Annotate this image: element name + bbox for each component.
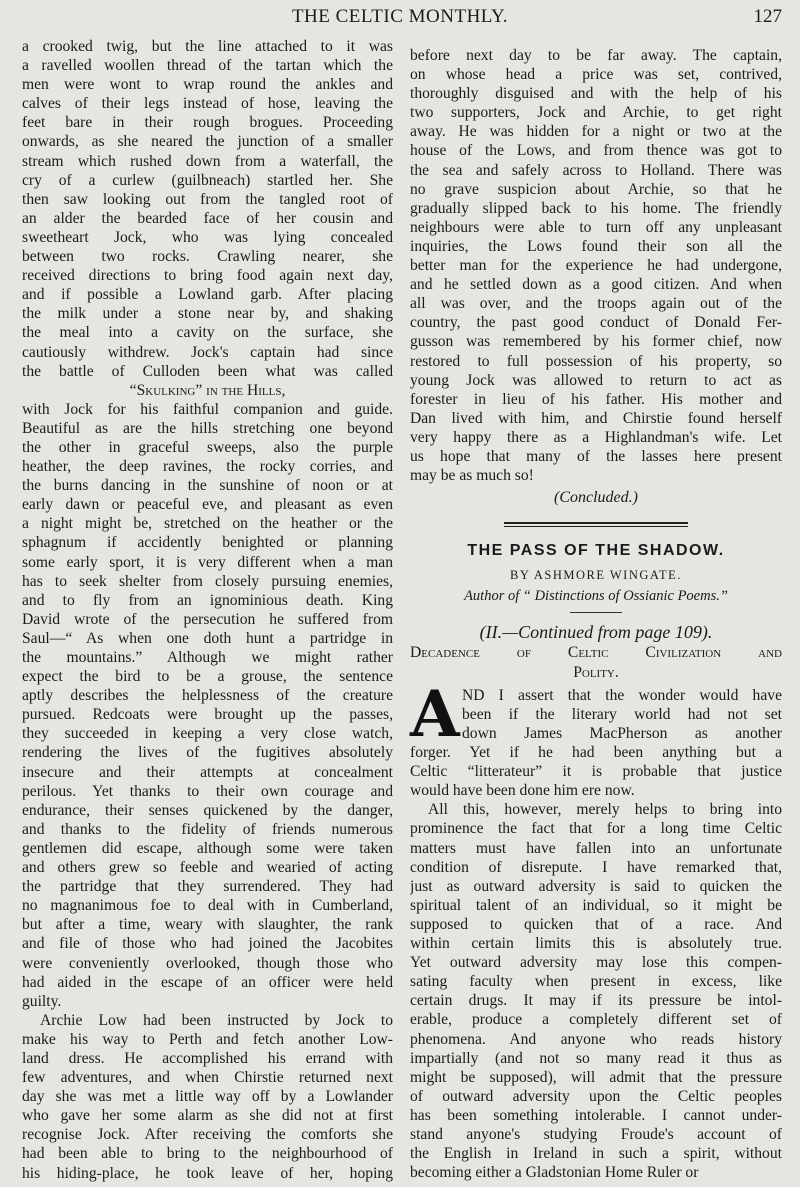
paragraph	[410, 676, 782, 801]
text-line: ND I assert that the wonder would have	[462, 686, 782, 704]
text-line: some early sport, it is very different when a man	[22, 553, 393, 571]
text-line: an alder the bearded face of her cousin and	[22, 209, 393, 227]
text-line: gusson was remembered by his former chief, now	[410, 333, 782, 351]
text-line: on whose head a price was set, contrived,	[410, 66, 782, 84]
text-line: the milk under a stone near by, and shaking	[22, 305, 393, 323]
section-heading: Decadence of Celtic Civilization and	[410, 643, 782, 661]
text-line: down James MacPherson as another	[462, 725, 782, 742]
text-line: Saul—“ As when one doth hunt a partridge in	[22, 629, 393, 647]
text-line: David wrote of the persecution he suffered from	[22, 610, 393, 628]
text-line: cry of a curlew (guilbneach) startled her. She	[22, 171, 393, 189]
text-line: supposed to quicken that of a race. And	[410, 915, 782, 933]
text-line: insecure and their attempts at concealment	[22, 763, 393, 781]
text-line: been if the literary world had not set	[462, 705, 782, 723]
text-line: neighbours were able to turn off any unpleasant	[410, 218, 782, 236]
text-line: gradually slipped back to his home. The friendly	[410, 199, 782, 217]
text-line: erable, produce a completely different set of	[410, 1011, 782, 1029]
text-line: sating faculty when present in excess, like	[410, 973, 782, 991]
text-line: phenomena. And anyone who reads history	[410, 1030, 782, 1048]
double-rule-divider	[504, 522, 688, 527]
text-line: who gave her some alarm as she did not at first	[22, 1107, 393, 1125]
drop-cap-letter: A	[410, 676, 460, 752]
text-line: Yet outward adversity may lose this compen-	[410, 954, 782, 972]
text-line: few adventures, and when Chirstie returned next	[22, 1069, 393, 1087]
text-line: stream which rushed down from a waterfall, the	[22, 152, 393, 170]
text-line: thoroughly disguised and with the help of his	[410, 85, 782, 103]
text-line: restored to full possession of his property, so	[410, 352, 782, 370]
text-line: rendering the lives of the fugitives absolutely	[22, 744, 393, 762]
text-line: a ravelled woollen thread of the tartan which the	[22, 57, 393, 75]
text-line: within certain limits this is absolutely true.	[410, 935, 782, 953]
text-line: Archie Low had been instructed by Jock to	[40, 1011, 393, 1029]
running-header	[0, 6, 800, 30]
text-line: the sea and safely across to Holland. There was	[410, 161, 782, 179]
text-line: endurance, their senses quickened by the danger,	[22, 801, 393, 819]
text-line: then saw looking out from the tangled root of	[22, 190, 393, 208]
text-line: onwards, as she neared the junction of a smaller	[22, 133, 393, 151]
text-line: forger. Yet if he had been anything but a	[410, 744, 782, 762]
text-line: two supporters, Jock and Archie, to get right	[410, 104, 782, 122]
text-line: may be as much so!	[410, 467, 534, 485]
text-line: guilty.	[22, 992, 62, 1010]
text-line: has been something intolerable. I cannot under-	[410, 1106, 782, 1124]
text-line: of outward adversity upon the Celtic peoples	[410, 1087, 782, 1105]
right-column	[410, 46, 782, 1182]
text-line: a crooked twig, but the line attached to it was	[22, 38, 393, 55]
text-line: the battle of Culloden been what was called	[22, 362, 393, 380]
left-column	[22, 37, 393, 1183]
text-line: aptly describes the helplessness of the creature	[22, 687, 393, 705]
text-line: feet bare in their rough brogues. Proceeding	[22, 114, 393, 132]
text-line: country, the past good conduct of Donald Fer-	[410, 314, 782, 332]
text-line: between two rocks. Crawling nearer, she	[22, 248, 393, 266]
text-line: but after a time, weary with slaughter, the rank	[22, 916, 393, 934]
text-line: better man for the experience he had undergone,	[410, 257, 782, 275]
text-line: and he settled down as a good citizen. And when	[410, 276, 782, 294]
text-line: before next day to be far away. The captain,	[410, 47, 782, 64]
text-line: us hope that many of the lasses here present	[410, 447, 782, 465]
text-line: the mountains.” Although we might rather	[22, 649, 393, 666]
text-line: no magnanimous foe to deal with in Cumberland,	[22, 897, 393, 915]
text-line: the partridge that they surrendered. They had	[22, 878, 393, 896]
text-line: they succeeded in keeping a very close watch,	[22, 725, 393, 743]
text-line: just as outward adversity is said to quicken the	[410, 877, 782, 895]
article-byline: BY ASHMORE WINGATE.	[510, 568, 682, 583]
text-line: make his way to Perth and fetch another Low-	[22, 1030, 393, 1048]
text-line: calves of their legs instead of hose, leaving the	[22, 95, 393, 113]
text-line: young Jock was allowed to return to act as	[410, 371, 782, 389]
text-line: had been able to bring to the neighbourhood of	[22, 1145, 393, 1163]
text-line: all was over, and the troops again out of the	[410, 295, 782, 313]
text-line: matters must have fallen into an unfortunate	[410, 839, 782, 857]
text-line: expect the bird to be a grouse, the sentence	[22, 668, 393, 686]
text-line: received directions to bring food again next day,	[22, 267, 393, 285]
author-note: Author of “ Distinctions of Ossianic Poems.”	[464, 588, 728, 605]
subheading-skulking: “Skulking” in the Hills,	[129, 381, 286, 399]
text-line: away. He was hidden for a night or two at the	[410, 123, 782, 141]
text-line: impartially (and not so many read it thus as	[410, 1049, 782, 1067]
text-line: recognise Jock. After receiving the comforts she	[22, 1126, 393, 1144]
text-line: the meal into a cavity on the surface, she	[22, 324, 393, 342]
paragraph	[410, 800, 782, 1182]
text-line: day she was met a little way off by a Lowlander	[22, 1088, 393, 1106]
text-line: would have been done him ere now.	[410, 782, 635, 800]
paragraph	[22, 1011, 393, 1183]
article-title: THE PASS OF THE SHADOW.	[467, 542, 725, 560]
text-line: prominence the fact that for a long time Celtic	[410, 820, 782, 838]
text-line: no grave suspicion about Archie, so that he	[410, 180, 782, 198]
text-line: the English in Ireland in such a spirit, without	[410, 1145, 782, 1163]
text-line: has to seek shelter from closely pursuing enemies,	[22, 572, 393, 590]
drop-cap-paragraph	[410, 676, 782, 801]
text-line: condition of disrepute. I have remarked that,	[410, 858, 782, 876]
page-number: 127	[753, 6, 782, 27]
text-line: Celtic “litterateur” it is probable that justice	[410, 763, 782, 781]
text-line: gentlemen did escape, although some were taken	[22, 839, 393, 857]
text-line: Beautiful as are the hills stretching one beyond	[22, 419, 393, 437]
text-line: pursued. Redcoats were brought up the passes,	[22, 706, 393, 724]
text-line: a night might be, stretched on the heather or the	[22, 515, 393, 533]
continued-note: (II.—Continued from page 109).	[479, 621, 713, 642]
text-line: and to fly from an ignominious death. King	[22, 591, 393, 609]
text-line: heather, the deep ravines, the rocky corries, and	[22, 458, 393, 476]
text-line: stand anyone's studying Froude's account of	[410, 1125, 782, 1143]
text-line: perilous. Yet thanks to their own courage and	[22, 782, 393, 800]
paragraph	[22, 37, 393, 381]
journal-title: THE CELTIC MONTHLY.	[291, 6, 509, 27]
text-line: very happy there as a Highlandman's wife. Let	[410, 428, 782, 446]
paragraph	[22, 400, 393, 1011]
text-line: had aided in the escape of an officer were held	[22, 973, 393, 991]
text-line: house of the Lows, and from thence was got to	[410, 142, 782, 160]
text-line: cautiously withdrew. Jock's captain had since	[22, 343, 393, 361]
text-line: the other in graceful sweeps, also the purple	[22, 438, 393, 456]
text-line: might be supposed), will admit that the pressure	[410, 1068, 782, 1086]
text-line: the burns dancing in the sunshine of noon or at	[22, 477, 393, 495]
short-rule-divider	[570, 612, 622, 613]
text-line: with Jock for his faithful companion and guide.	[22, 400, 393, 418]
text-line: sweetheart Jock, who was lying concealed	[22, 228, 393, 246]
text-line: becoming either a Gladstonian Home Ruler or	[410, 1164, 699, 1182]
text-line: early dawn or peaceful eve, and pleasant as even	[22, 496, 393, 514]
section-heading-cont: Polity.	[573, 663, 619, 681]
text-line: and file of those who had joined the Jacobites	[22, 935, 393, 953]
text-line: and if possible a Lowland garb. After placing	[22, 286, 393, 304]
text-line: land dress. He accomplished his errand with	[22, 1049, 393, 1067]
text-line: inquiries, the Lows found their son all the	[410, 237, 782, 255]
paragraph	[410, 46, 782, 485]
text-line: his hiding-place, he took leave of her, hoping	[22, 1164, 393, 1182]
text-line: forester in lieu of his father. His mother and	[410, 390, 782, 408]
text-line: certain drugs. It may if its pressure be intol-	[410, 992, 782, 1010]
text-line: were conveniently overlooked, though those who	[22, 954, 393, 972]
text-line: spiritual talent of an individual, so it might be	[410, 896, 782, 914]
text-line: and thanks to the fidelity of friends numerous	[22, 820, 393, 838]
text-line: Dan lived with him, and Chirstie found herself	[410, 409, 782, 427]
text-line: and others grew so feeble and wearied of acting	[22, 859, 393, 877]
concluded-note: (Concluded.)	[554, 489, 638, 507]
text-line: All this, however, merely helps to bring into	[428, 801, 782, 819]
text-line: sphagnum if accidently benighted or planning	[22, 534, 393, 552]
text-line: men were wont to wrap round the ankles and	[22, 76, 393, 94]
